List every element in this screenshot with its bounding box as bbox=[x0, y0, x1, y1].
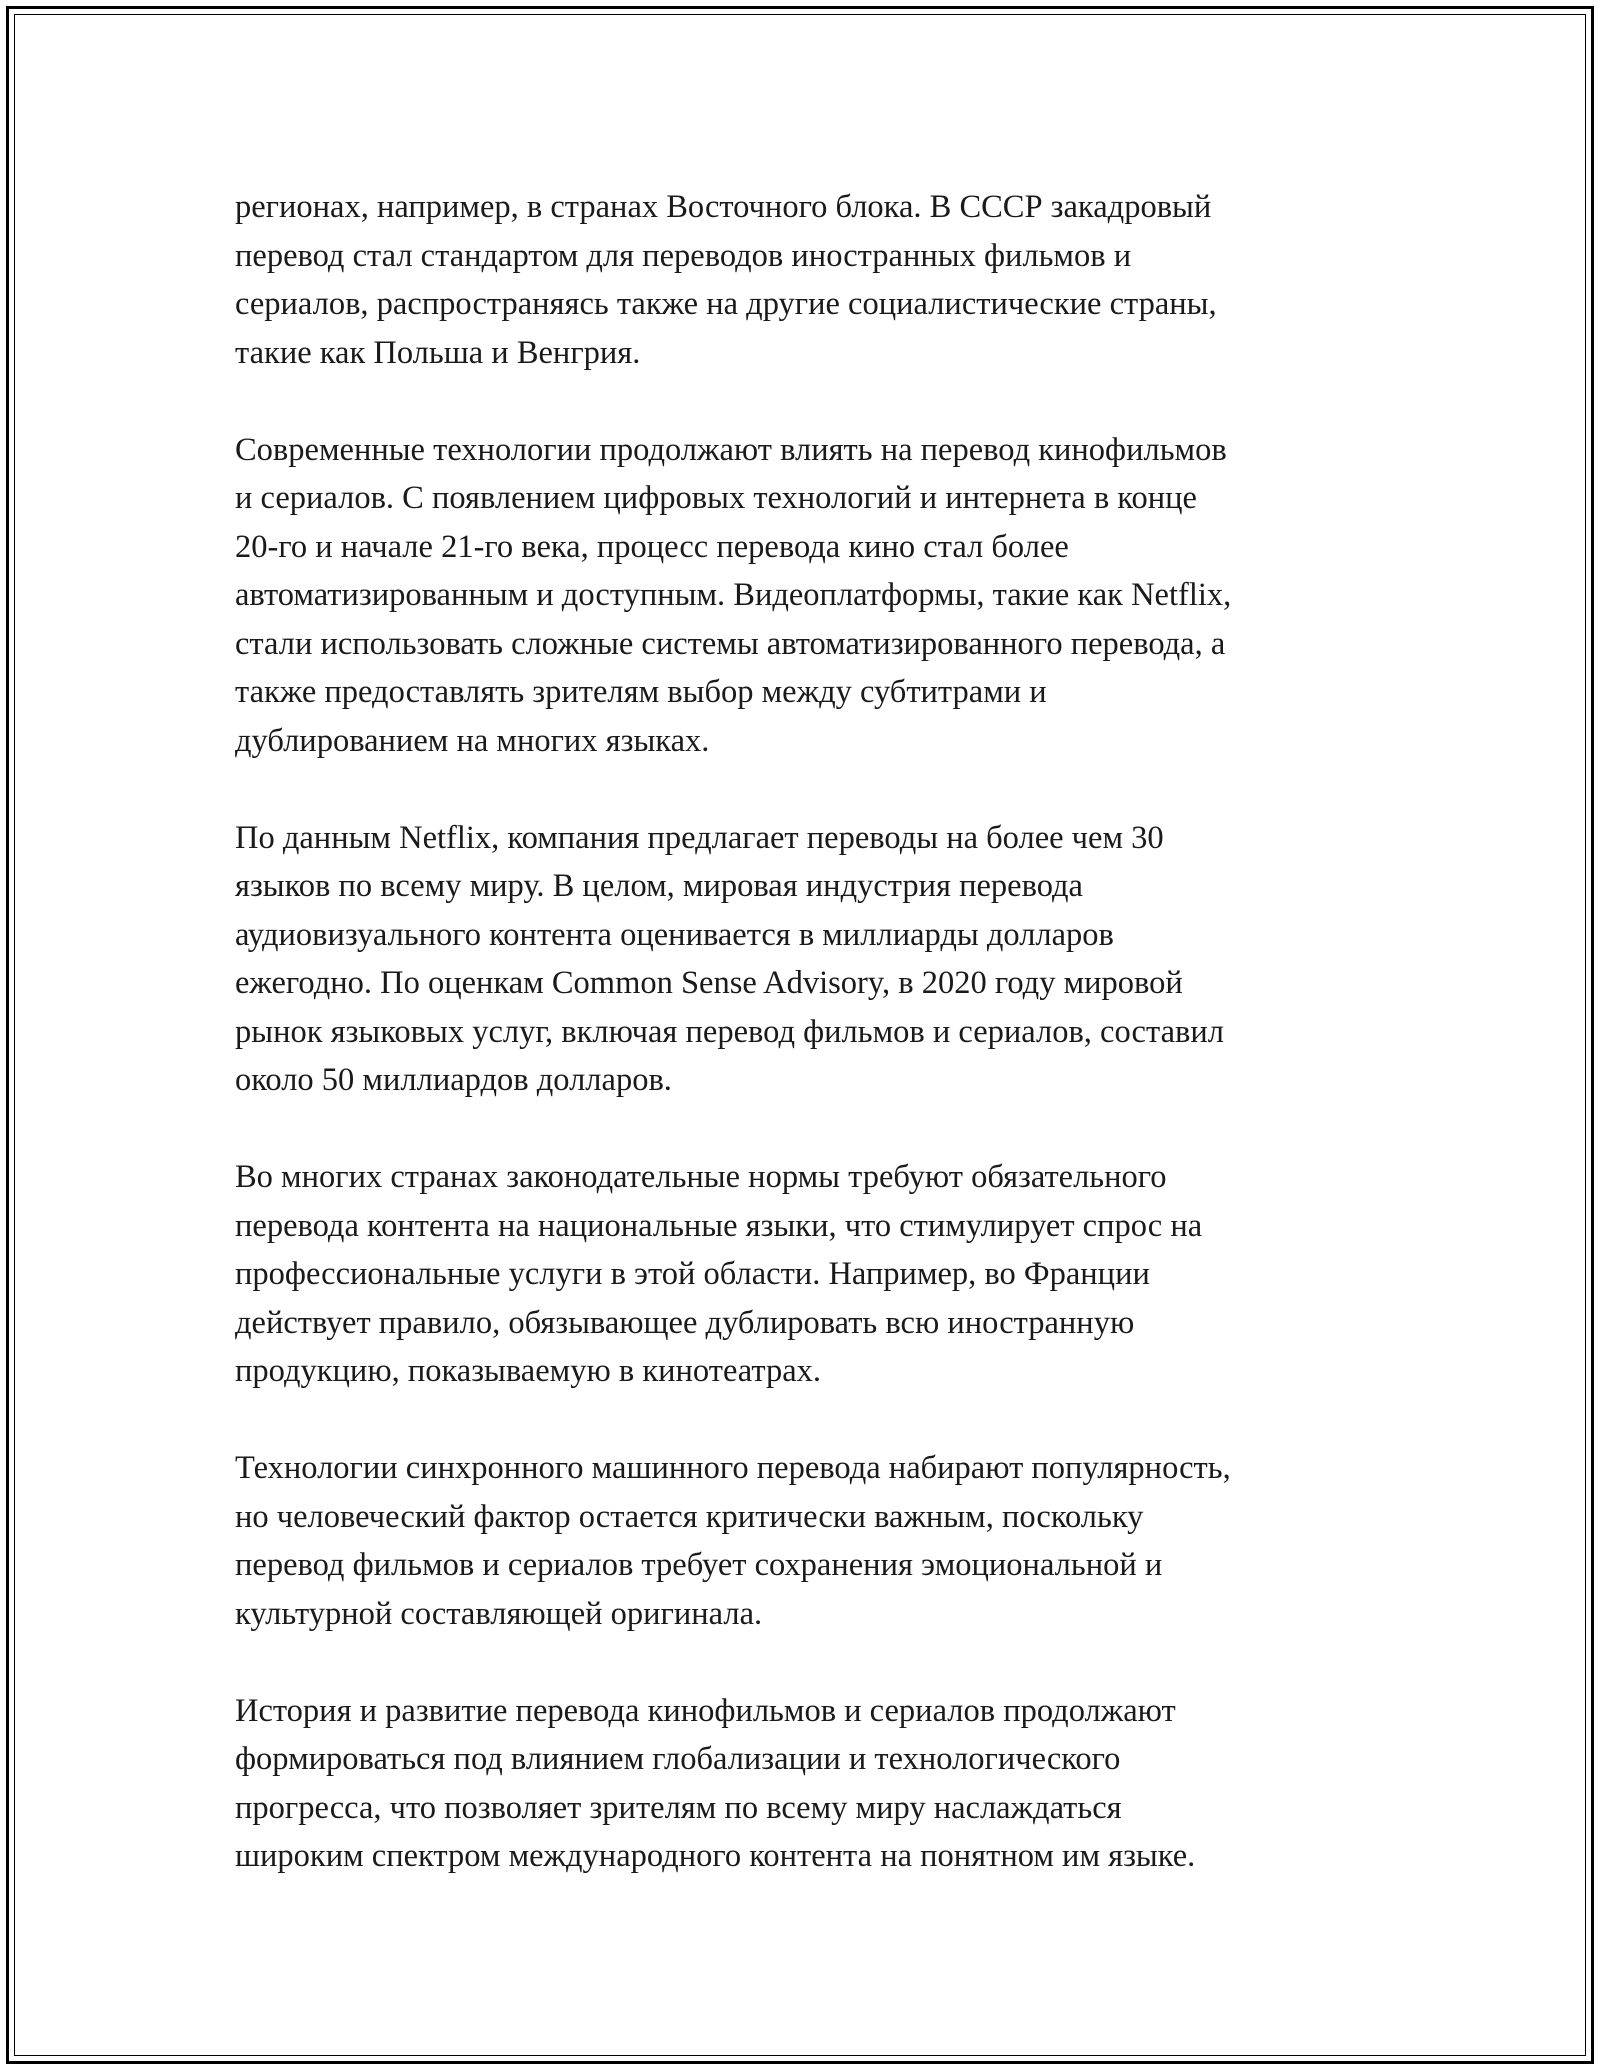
text-line: перевод фильмов и сериалов требует сохранения эмоциональной и bbox=[235, 1547, 1163, 1583]
text-line: языков по всему миру. В целом, мировая индустрия перевода bbox=[235, 868, 1083, 904]
text-line: перевода контента на национальные языки, что стимулирует спрос на bbox=[235, 1207, 1203, 1244]
paragraph bbox=[235, 1687, 1385, 1881]
text-line: ежегодно. По оценкам Common Sense Advisory, в 2020 году мировой bbox=[235, 965, 1183, 1001]
text-line: перевод стал стандартом для переводов иностранных фильмов и bbox=[235, 237, 1132, 274]
text-line: около 50 миллиардов долларов. bbox=[235, 1062, 672, 1098]
text-line: профессиональные услуги в этой области. Например, во Франции bbox=[235, 1256, 1150, 1292]
text-line: широким спектром международного контента на понятном им языке. bbox=[235, 1838, 1196, 1874]
text-line: формироваться под влиянием глобализации и технологического bbox=[235, 1741, 1121, 1777]
text-line: и сериалов. С появлением цифровых технологий и интернета в конце bbox=[235, 480, 1197, 516]
text-line: Технологии синхронного машинного перевода набирают популярность, bbox=[235, 1450, 1231, 1486]
text-line: Современные технологии продолжают влиять на перевод кинофильмов bbox=[235, 431, 1227, 468]
text-line: сериалов, распространяясь также на другие социалистические страны, bbox=[235, 286, 1217, 322]
text-line: 20-го и начале 21-го века, процесс перевода кино стал более bbox=[235, 528, 1069, 565]
text-line: стали использовать сложные системы автоматизированного перевода, а bbox=[235, 625, 1226, 662]
text-line: но человеческий фактор остается критически важным, поскольку bbox=[235, 1498, 1144, 1535]
text-line: рынок языковых услуг, включая перевод фильмов и сериалов, составил bbox=[235, 1013, 1224, 1050]
text-line: автоматизированным и доступным. Видеоплатформы, такие как Netflix, bbox=[235, 577, 1232, 613]
text-line: По данным Netflix, компания предлагает переводы на более чем 30 bbox=[235, 819, 1164, 856]
text-line: дублированием на многих языках. bbox=[235, 722, 710, 759]
text-line: История и развитие перевода кинофильмов и сериалов продолжают bbox=[235, 1692, 1176, 1729]
text-line: аудиовизуального контента оценивается в миллиарды долларов bbox=[235, 916, 1114, 953]
paragraph bbox=[235, 814, 1385, 1105]
paragraph bbox=[235, 426, 1385, 766]
text-line: Во многих странах законодательные нормы требуют обязательного bbox=[235, 1159, 1167, 1195]
paragraph bbox=[235, 1153, 1385, 1396]
text-line: также предоставлять зрителям выбор между субтитрами и bbox=[235, 674, 1047, 710]
document-body bbox=[235, 183, 1385, 1881]
paragraph bbox=[235, 1444, 1385, 1638]
text-line: культурной составляющей оригинала. bbox=[235, 1595, 763, 1632]
text-line: регионах, например, в странах Восточного блока. В СССР закадровый bbox=[235, 189, 1212, 225]
paragraph bbox=[235, 183, 1385, 377]
text-line: действует правило, обязывающее дублировать всю иностранную bbox=[235, 1304, 1135, 1341]
text-line: продукцию, показываемую в кинотеатрах. bbox=[235, 1353, 821, 1389]
text-line: прогресса, что позволяет зрителям по всему миру наслаждаться bbox=[235, 1789, 1122, 1826]
text-line: такие как Польша и Венгрия. bbox=[235, 334, 641, 371]
